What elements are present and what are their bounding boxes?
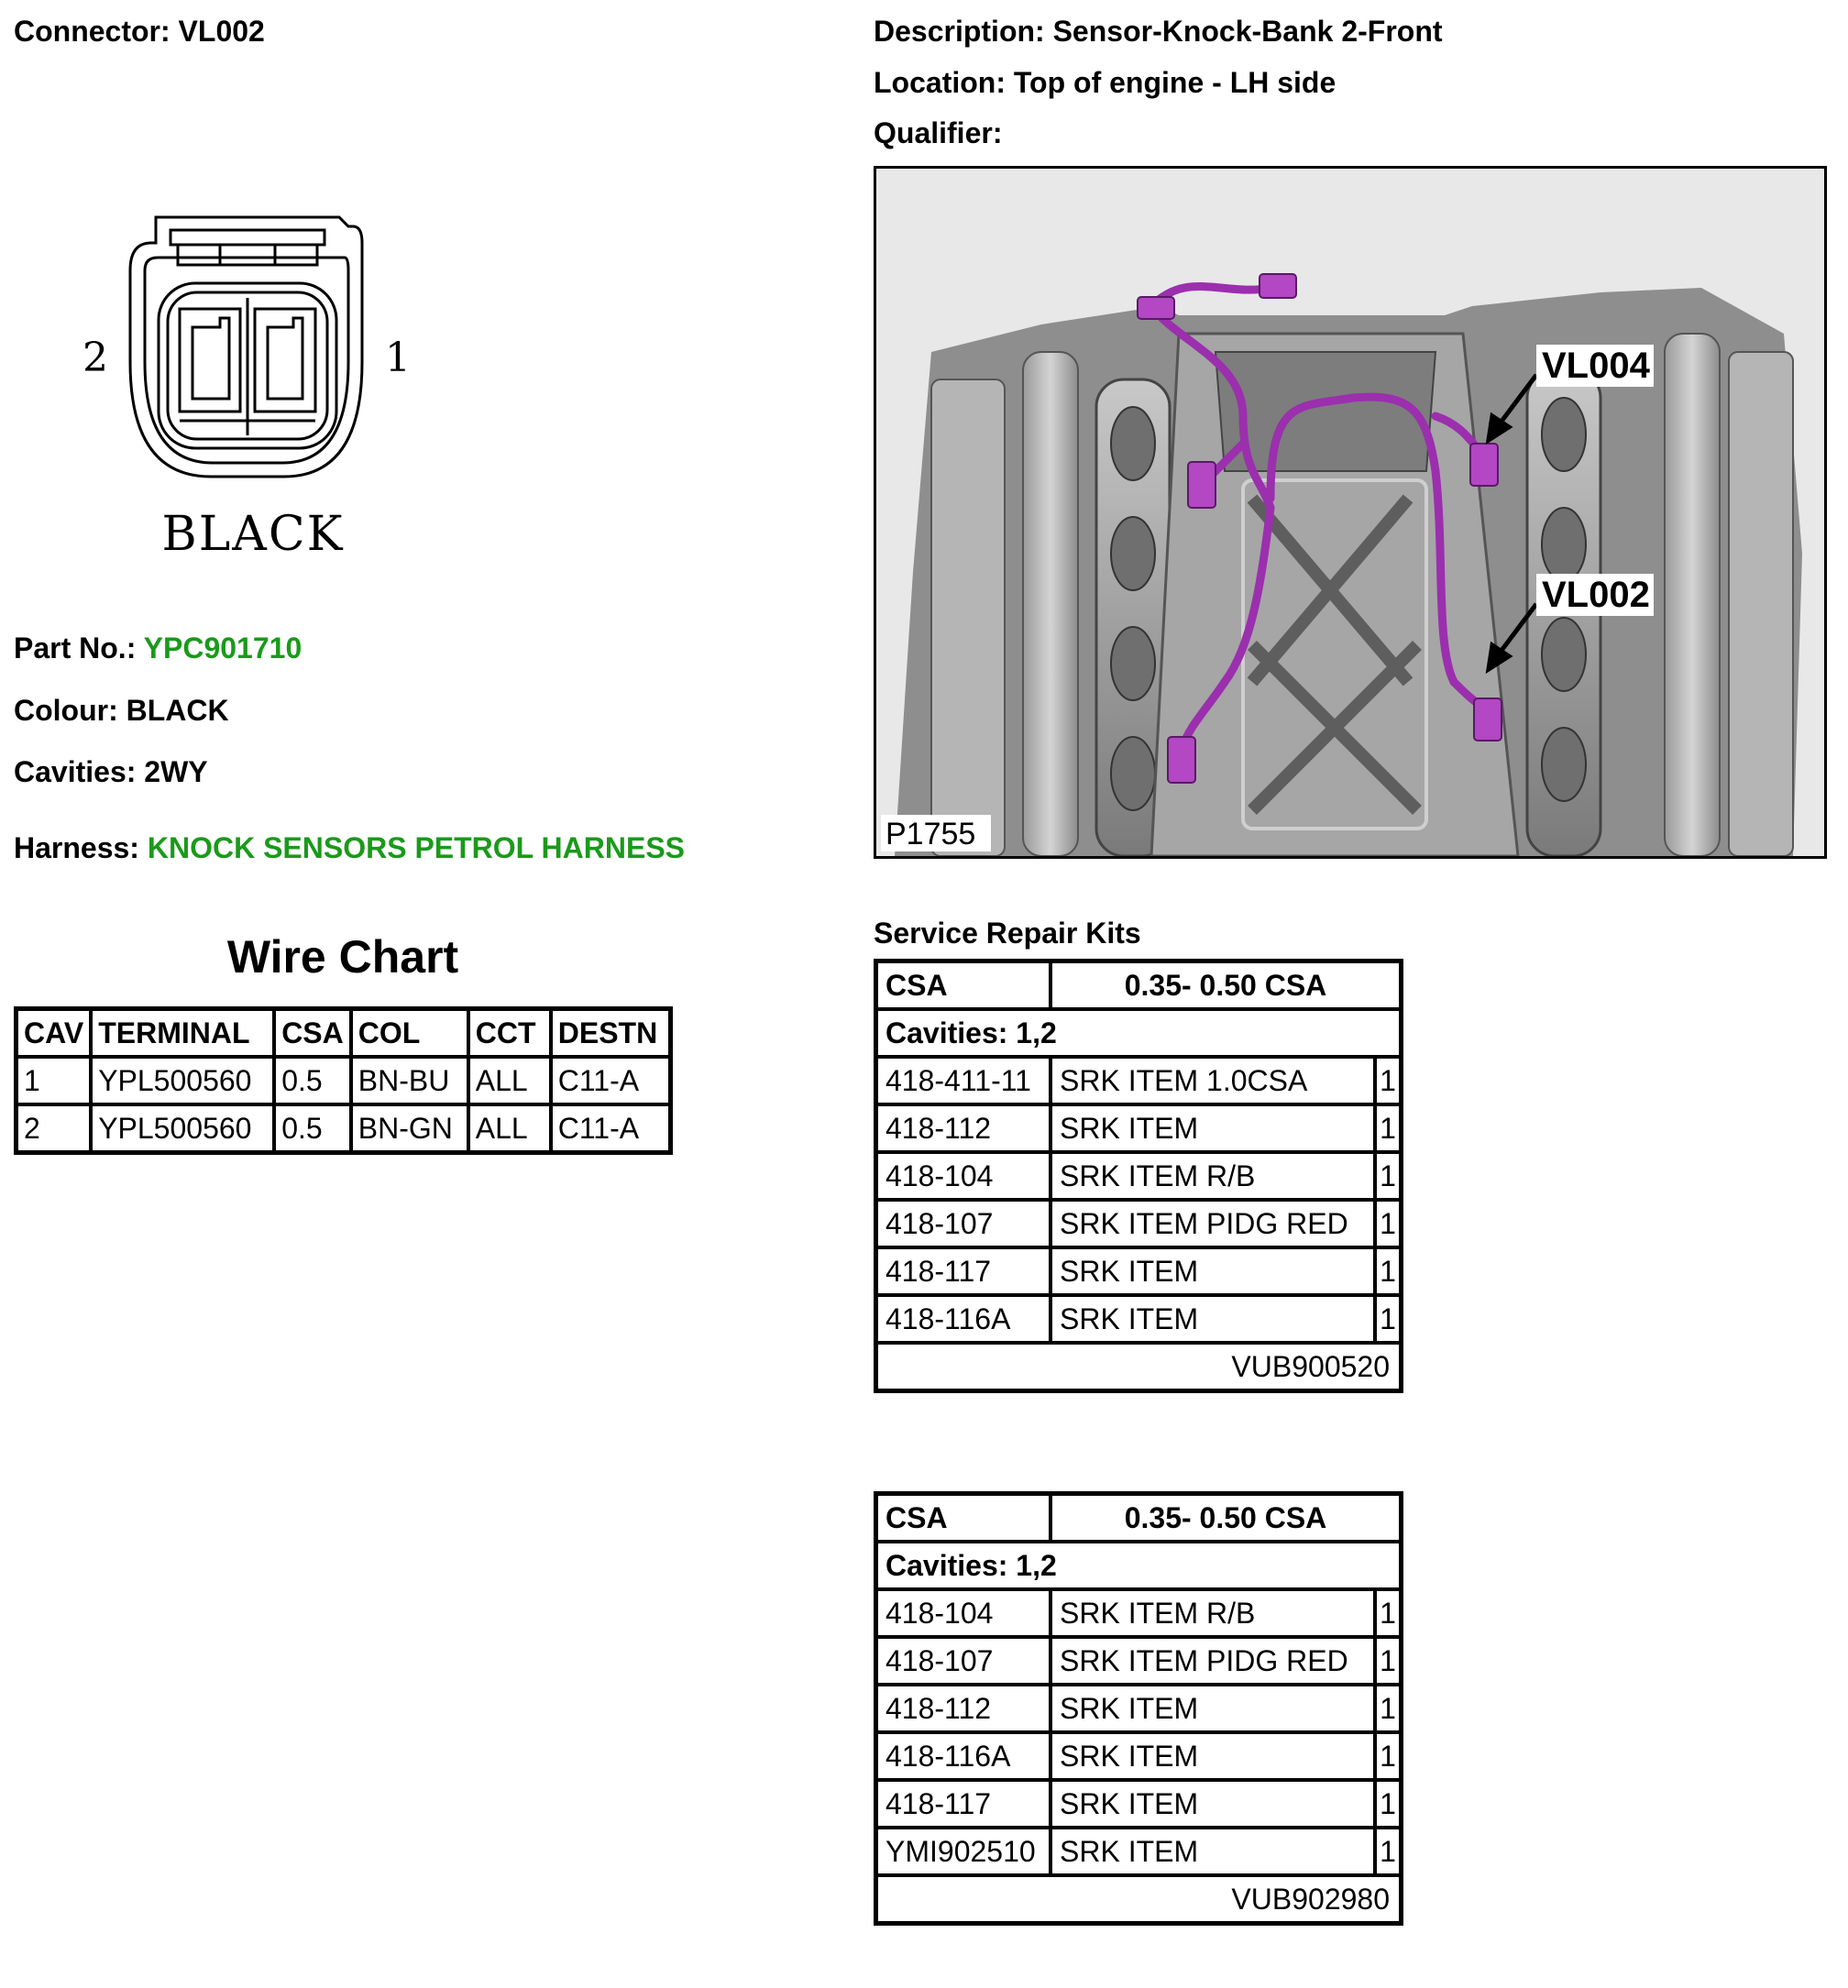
kit-csa-value: 0.35- 0.50 CSA <box>1050 1494 1402 1543</box>
kit-item-desc: SRK ITEM <box>1050 1104 1375 1152</box>
kit-item-row <box>876 1152 1402 1200</box>
connector-line <box>14 13 265 49</box>
kit-item-desc: SRK ITEM PIDG RED <box>1050 1637 1375 1685</box>
connector-label: Connector: <box>14 15 170 48</box>
wire-cell: YPL500560 <box>91 1104 274 1153</box>
description-label: Description: <box>874 15 1045 48</box>
wire-cell: 0.5 <box>274 1057 351 1104</box>
part-no-link[interactable]: YPC901710 <box>143 632 302 664</box>
colour-line <box>14 692 229 729</box>
engine-location-image <box>874 166 1827 859</box>
wire-col-cct: CCT <box>468 1009 551 1058</box>
kit-item-desc: SRK ITEM R/B <box>1050 1589 1375 1637</box>
wire-cell: YPL500560 <box>91 1057 274 1104</box>
kit-item-code: 418-411-11 <box>876 1057 1051 1104</box>
qualifier-line <box>874 115 1002 151</box>
wire-cell: BN-GN <box>351 1104 468 1153</box>
kit-ref: VUB900520 <box>876 1343 1402 1391</box>
location-line <box>874 64 1336 101</box>
kit-ref: VUB902980 <box>876 1875 1402 1924</box>
wire-chart-table <box>14 1006 673 1155</box>
kit-item-row <box>876 1685 1402 1732</box>
kit-item-desc: SRK ITEM <box>1050 1780 1375 1828</box>
kit-item-code: YMI902510 <box>876 1828 1051 1875</box>
location-value: Top of engine - LH side <box>1013 66 1336 99</box>
kit-item-row <box>876 1104 1402 1152</box>
kit-item-qty: 1 <box>1375 1780 1402 1828</box>
colour-label: Colour: <box>14 694 118 727</box>
wire-chart-header-row <box>16 1009 671 1058</box>
kit-item-row <box>876 1247 1402 1295</box>
wire-cell: 0.5 <box>274 1104 351 1153</box>
kit-item-code: 418-116A <box>876 1295 1051 1343</box>
kit-item-desc: SRK ITEM PIDG RED <box>1050 1200 1375 1247</box>
wire-cell: C11-A <box>551 1104 671 1153</box>
service-kit-table <box>874 1491 1403 1926</box>
kit-item-code: 418-104 <box>876 1589 1051 1637</box>
wire-cell: C11-A <box>551 1057 671 1104</box>
kit-item-row <box>876 1637 1402 1685</box>
kit-item-code: 418-117 <box>876 1247 1051 1295</box>
location-label: Location: <box>874 66 1006 99</box>
kit-item-row <box>876 1200 1402 1247</box>
kit-item-row <box>876 1589 1402 1637</box>
wire-cell: BN-BU <box>351 1057 468 1104</box>
kit-item-qty: 1 <box>1375 1685 1402 1732</box>
kit-item-qty: 1 <box>1375 1200 1402 1247</box>
engine-illustration <box>876 169 1824 856</box>
kit-item-row <box>876 1295 1402 1343</box>
service-kit-table <box>874 959 1403 1393</box>
callout-vl004: VL004 <box>1542 346 1650 386</box>
kit-item-qty: 1 <box>1375 1247 1402 1295</box>
description-line <box>874 13 1443 49</box>
kit-cavities: Cavities: 1,2 <box>876 1542 1402 1589</box>
qualifier-label: Qualifier: <box>874 116 1003 149</box>
kit-item-code: 418-117 <box>876 1780 1051 1828</box>
kit-cavities: Cavities: 1,2 <box>876 1009 1402 1057</box>
wire-cell: ALL <box>468 1104 551 1153</box>
kit-item-desc: SRK ITEM <box>1050 1732 1375 1780</box>
kit-item-qty: 1 <box>1375 1637 1402 1685</box>
kit-item-desc: SRK ITEM <box>1050 1247 1375 1295</box>
kit-item-desc: SRK ITEM <box>1050 1295 1375 1343</box>
kit-item-qty: 1 <box>1375 1732 1402 1780</box>
harness-label: Harness: <box>14 831 139 864</box>
wire-cell: ALL <box>468 1057 551 1104</box>
diagram-colour-label: BLACK <box>161 507 345 562</box>
colour-value: BLACK <box>126 694 229 727</box>
kit-item-code: 418-107 <box>876 1200 1051 1247</box>
kit-item-code: 418-107 <box>876 1637 1051 1685</box>
wire-cell: 2 <box>16 1104 92 1153</box>
kit-csa-value: 0.35- 0.50 CSA <box>1050 961 1402 1010</box>
kit-item-desc: SRK ITEM <box>1050 1685 1375 1732</box>
kit-item-desc: SRK ITEM <box>1050 1828 1375 1875</box>
kit-item-code: 418-104 <box>876 1152 1051 1200</box>
kit-item-row <box>876 1780 1402 1828</box>
kit-item-code: 418-112 <box>876 1104 1051 1152</box>
wire-cell: 1 <box>16 1057 92 1104</box>
kit-item-code: 418-112 <box>876 1685 1051 1732</box>
pin-label-2: 2 <box>82 335 108 381</box>
kit-item-qty: 1 <box>1375 1057 1402 1104</box>
harness-line <box>14 829 685 866</box>
wire-col-csa: CSA <box>274 1009 351 1058</box>
kit-item-qty: 1 <box>1375 1828 1402 1875</box>
wire-chart-row <box>16 1057 671 1104</box>
kit-csa-label: CSA <box>876 1494 1051 1543</box>
cavities-line <box>14 753 208 790</box>
kit-item-qty: 1 <box>1375 1152 1402 1200</box>
cavities-label: Cavities: <box>14 755 137 788</box>
kit-ref-row <box>876 1875 1402 1924</box>
kit-header-row <box>876 961 1402 1010</box>
kit-item-desc: SRK ITEM 1.0CSA <box>1050 1057 1375 1104</box>
kit-item-code: 418-116A <box>876 1732 1051 1780</box>
cavities-value: 2WY <box>144 755 208 788</box>
wire-chart-row <box>16 1104 671 1153</box>
kit-item-row <box>876 1732 1402 1780</box>
wire-col-terminal: TERMINAL <box>91 1009 274 1058</box>
kit-csa-label: CSA <box>876 961 1051 1010</box>
kit-cavities-row <box>876 1542 1402 1589</box>
kit-header-row <box>876 1494 1402 1543</box>
service-kits-title: Service Repair Kits <box>874 917 1141 950</box>
kit-item-row <box>876 1057 1402 1104</box>
pin-label-1: 1 <box>385 335 411 381</box>
part-no-line <box>14 630 302 666</box>
harness-link[interactable]: KNOCK SENSORS PETROL HARNESS <box>147 831 685 864</box>
kit-item-row <box>876 1828 1402 1875</box>
connector-diagram <box>73 206 440 573</box>
kit-item-qty: 1 <box>1375 1589 1402 1637</box>
description-value: Sensor-Knock-Bank 2-Front <box>1052 15 1443 48</box>
connector-value: VL002 <box>178 15 265 48</box>
figure-id: P1755 <box>886 817 976 851</box>
wire-col-cav: CAV <box>16 1009 92 1058</box>
callout-vl002: VL002 <box>1542 575 1650 615</box>
wire-col-col: COL <box>351 1009 468 1058</box>
wire-col-destn: DESTN <box>551 1009 671 1058</box>
wire-chart-title: Wire Chart <box>226 931 459 983</box>
kit-item-desc: SRK ITEM R/B <box>1050 1152 1375 1200</box>
kit-cavities-row <box>876 1009 1402 1057</box>
part-no-label: Part No.: <box>14 632 137 664</box>
kit-ref-row <box>876 1343 1402 1391</box>
kit-item-qty: 1 <box>1375 1104 1402 1152</box>
kit-item-qty: 1 <box>1375 1295 1402 1343</box>
